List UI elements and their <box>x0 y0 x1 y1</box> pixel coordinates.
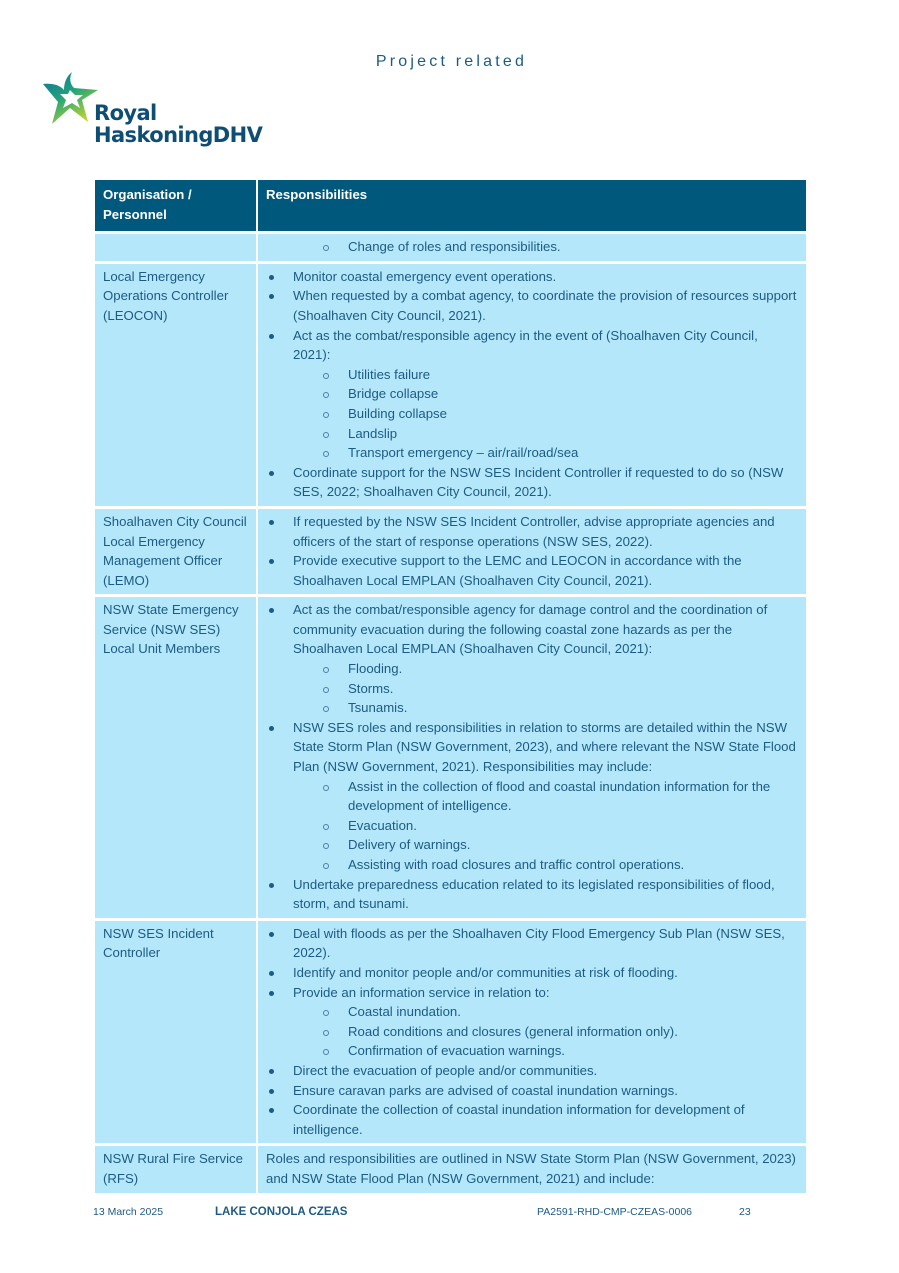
hollow-bullet-icon <box>323 824 329 830</box>
sub-item-text: Coastal inundation. <box>348 1004 461 1020</box>
bullet-item <box>266 924 798 963</box>
responsibilities-cell <box>257 507 806 595</box>
sub-item-text: Flooding. <box>348 661 403 677</box>
bullet-item <box>266 286 798 325</box>
bullet-text: When requested by a combat agency, to coordinate the provision of resources support (Shoalhaven City Council, 2021). <box>293 288 797 323</box>
bullet-text: Provide an information service in relation to: <box>293 984 550 1000</box>
hollow-bullet-icon <box>323 843 329 849</box>
sub-list-item <box>266 659 798 679</box>
bullet-text: If requested by the NSW SES Incident Controller, advise appropriate agencies and officers of the start of response operations (NSW SES, 2022). <box>293 513 775 549</box>
sub-list <box>266 777 798 875</box>
hollow-bullet-icon <box>323 1030 329 1036</box>
bullet-icon <box>269 608 274 613</box>
hollow-bullet-icon <box>323 392 329 398</box>
bullet-text: Identify and monitor people and/or communities at risk of flooding. <box>293 964 678 980</box>
responsibilities-cell <box>257 233 806 263</box>
sub-item-text: Evacuation. <box>348 817 417 833</box>
hollow-bullet-icon <box>323 432 329 438</box>
hollow-bullet-icon <box>323 1010 329 1016</box>
company-logo <box>42 70 263 148</box>
bullet-item <box>266 875 798 914</box>
column-header-responsibilities: Responsibilities <box>257 180 806 233</box>
sub-list-item <box>266 443 798 463</box>
bullet-item <box>266 1100 798 1139</box>
hollow-bullet-icon <box>323 706 329 712</box>
sub-list-item <box>266 777 798 816</box>
sub-list <box>266 365 798 463</box>
bullet-icon <box>269 1108 274 1113</box>
organisation-cell: NSW Rural Fire Service (RFS) <box>95 1145 257 1193</box>
sub-item-text: Assist in the collection of flood and coastal inundation information for the development of intelligence. <box>348 778 771 814</box>
sub-list-item <box>266 816 798 836</box>
bullet-item <box>266 718 798 875</box>
logo-line-2: HaskoningDHV <box>94 123 263 147</box>
organisation-cell: NSW SES Incident Controller <box>95 919 257 1145</box>
sub-list <box>266 1002 798 1061</box>
sub-item-text: Landslip <box>348 425 398 441</box>
sub-list-item <box>266 1022 798 1042</box>
sub-list-item <box>266 835 798 855</box>
hollow-bullet-icon <box>323 785 329 791</box>
bullet-text: Provide executive support to the LEMC and LEOCON in accordance with the Shoalhaven Local EMPLAN (Shoalhaven City Council, 2021). <box>293 553 742 588</box>
logo-wordmark <box>94 102 262 146</box>
organisation-cell <box>95 233 257 263</box>
responsibilities-table <box>95 180 806 1193</box>
column-header-organisation: Organisation / Personnel <box>95 180 257 233</box>
hollow-bullet-icon <box>323 1049 329 1055</box>
sub-list-item <box>266 679 798 699</box>
bullet-icon <box>269 991 274 996</box>
bullet-icon <box>269 971 274 976</box>
bullet-icon <box>269 334 274 339</box>
sub-item-text: Building collapse <box>348 405 447 421</box>
responsibilities-cell <box>257 262 806 507</box>
table-row <box>95 507 806 595</box>
hollow-bullet-icon <box>323 863 329 869</box>
bullet-icon <box>269 520 274 525</box>
table-row <box>95 596 806 920</box>
table-row-continuation <box>95 233 806 263</box>
bullet-text: Monitor coastal emergency event operations. <box>293 268 557 284</box>
bullet-item <box>266 600 798 718</box>
bullet-list <box>266 512 798 590</box>
bullet-item <box>266 1081 798 1101</box>
hollow-bullet-icon <box>323 667 329 673</box>
bullet-item <box>266 463 798 502</box>
classification-label: Project related <box>375 53 528 70</box>
sub-list <box>266 659 798 718</box>
bullet-item <box>266 512 798 551</box>
bullet-icon <box>269 1089 274 1094</box>
sub-list <box>266 237 798 257</box>
bullet-text: NSW SES roles and responsibilities in relation to storms are detailed within the NSW State Storm Plan (NSW Government, 2023), and where relevant the NSW State Flood Plan (NSW Government, 2021). Responsibilities may include: <box>293 719 796 775</box>
sub-list-item <box>266 1002 798 1022</box>
sub-item-text: Utilities failure <box>348 366 431 382</box>
table-row <box>95 262 806 507</box>
hollow-bullet-icon <box>323 245 329 251</box>
sub-list-item <box>266 424 798 444</box>
organisation-cell: Shoalhaven City Council Local Emergency Management Officer (LEMO) <box>95 507 257 595</box>
sub-item-text: Delivery of warnings. <box>348 837 471 853</box>
table-row <box>95 919 806 1145</box>
sub-list-item <box>266 384 798 404</box>
bullet-text: Undertake preparedness education related to its legislated responsibilities of flood, storm, and tsunami. <box>293 876 775 912</box>
sub-item-text: Road conditions and closures (general information only). <box>348 1023 678 1039</box>
bullet-item <box>266 551 798 590</box>
bullet-list <box>266 924 798 1140</box>
responsibilities-cell <box>257 596 806 920</box>
hollow-bullet-icon <box>323 373 329 379</box>
sub-item-text: Tsunamis. <box>348 700 408 716</box>
sub-item-text: Assisting with road closures and traffic control operations. <box>348 857 685 872</box>
bullet-item <box>266 963 798 983</box>
star-logo-icon <box>42 70 102 132</box>
sub-item-text: Transport emergency – air/rail/road/sea <box>348 445 579 461</box>
organisation-cell: NSW State Emergency Service (NSW SES) Local Unit Members <box>95 596 257 920</box>
sub-list-item <box>266 365 798 385</box>
footer-project-title: LAKE CONJOLA CZEAS <box>215 1206 348 1218</box>
bullet-list <box>266 600 798 914</box>
hollow-bullet-icon <box>323 451 329 457</box>
bullet-text: Deal with floods as per the Shoalhaven City Flood Emergency Sub Plan (NSW SES, 2022). <box>293 925 785 961</box>
sub-item-text: Change of roles and responsibilities. <box>348 239 561 255</box>
bullet-icon <box>269 471 274 476</box>
bullet-text: Coordinate support for the NSW SES Incident Controller if requested to do so (NSW SES, 2022; Shoalhaven City Council, 2021). <box>293 464 784 500</box>
bullet-icon <box>269 883 274 888</box>
sub-list-item <box>266 698 798 718</box>
footer-date: 13 March 2025 <box>93 1206 164 1218</box>
hollow-bullet-icon <box>323 412 329 418</box>
bullet-icon <box>269 559 274 564</box>
responsibilities-cell <box>257 919 806 1145</box>
footer-document-code: PA2591-RHD-CMP-CZEAS-0006 <box>537 1206 693 1218</box>
bullet-icon <box>269 275 274 280</box>
bullet-item <box>266 267 798 287</box>
logo-line-1: Royal <box>94 101 157 125</box>
table-row-rfs <box>95 1145 806 1193</box>
bullet-list <box>266 267 798 502</box>
responsibilities-cell: Roles and responsibilities are outlined in NSW State Storm Plan (NSW Government, 2023) and NSW State Flood Plan (NSW Government, 2021) and include: <box>257 1145 806 1193</box>
hollow-bullet-icon <box>323 687 329 693</box>
bullet-item <box>266 983 798 1061</box>
bullet-icon <box>269 1069 274 1074</box>
bullet-text: Act as the combat/responsible agency for damage control and the coordination of community evacuation during the following coastal zone hazards as per the Shoalhaven Local EMPLAN (Shoalhaven City Council, 2021): <box>293 602 768 657</box>
bullet-item <box>266 1061 798 1081</box>
bullet-text: Ensure caravan parks are advised of coastal inundation warnings. <box>293 1082 678 1098</box>
table-header-row <box>95 180 806 233</box>
sub-list-item <box>266 1041 798 1061</box>
footer-page-number: 23 <box>739 1206 751 1218</box>
bullet-item <box>266 326 798 463</box>
sub-item-text: Confirmation of evacuation warnings. <box>348 1043 565 1059</box>
bullet-text: Act as the combat/responsible agency in the event of (Shoalhaven City Council, 2021): <box>293 327 758 363</box>
sub-item-text: Bridge collapse <box>348 386 439 402</box>
sub-list-item <box>266 237 798 257</box>
organisation-cell: Local Emergency Operations Controller (LEOCON) <box>95 262 257 507</box>
bullet-icon <box>269 932 274 937</box>
bullet-icon <box>269 294 274 299</box>
bullet-text: Coordinate the collection of coastal inundation information for development of intelligence. <box>293 1102 745 1137</box>
bullet-icon <box>269 726 274 731</box>
sub-list-item <box>266 404 798 424</box>
bullet-text: Direct the evacuation of people and/or communities. <box>293 1062 598 1078</box>
sub-list-item <box>266 855 798 875</box>
sub-item-text: Storms. <box>348 680 394 696</box>
